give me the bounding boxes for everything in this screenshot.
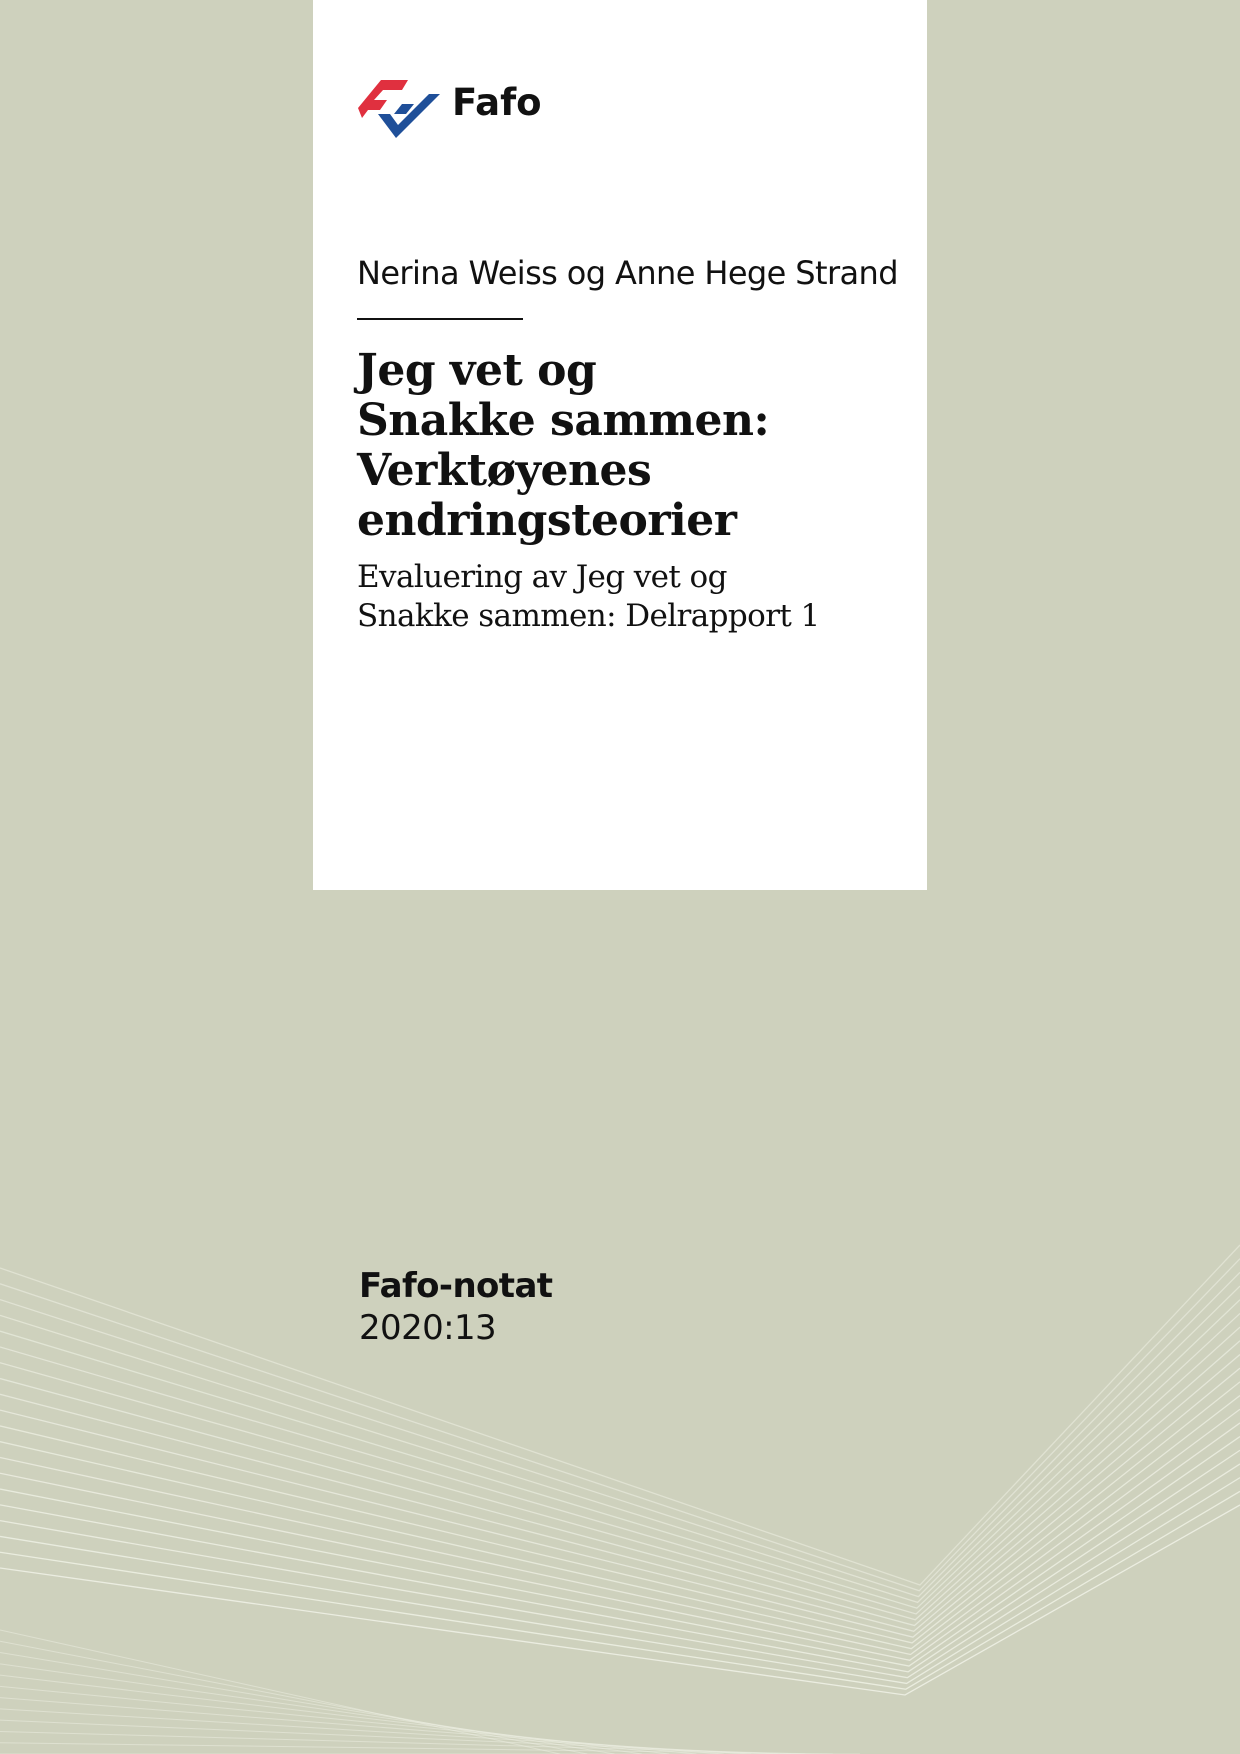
logo-wordmark: Fafo — [452, 81, 542, 124]
subtitle-line: Evaluering av Jeg vet og — [357, 559, 727, 595]
decorative-line — [0, 1409, 1240, 1654]
decorative-line — [0, 1423, 1240, 1660]
series-number: 2020:13 — [359, 1308, 497, 1348]
report-subtitle — [357, 558, 917, 636]
title-line: Snakke sammen: — [357, 395, 770, 446]
decorative-line — [0, 1313, 1240, 1614]
authors: Nerina Weiss og Anne Hege Strand — [357, 254, 898, 292]
series-info — [359, 1265, 552, 1349]
fafo-logo-mark-icon — [356, 78, 446, 140]
report-title — [357, 346, 917, 546]
decorative-line — [0, 1327, 1240, 1620]
decorative-line — [0, 1641, 587, 1754]
decorative-line — [0, 1259, 1240, 1591]
title-line: Verktøyenes — [357, 445, 652, 496]
fafo-logo — [356, 78, 556, 140]
decorative-line — [0, 1731, 805, 1754]
title-line: endringsteorier — [357, 495, 737, 546]
decorative-line — [0, 1709, 751, 1754]
subtitle-line: Snakke sammen: Delrapport 1 — [357, 598, 820, 634]
decorative-line — [0, 1505, 1240, 1695]
decorative-line — [0, 1354, 1240, 1631]
decorative-line — [0, 1437, 1240, 1666]
series-label: Fafo-notat — [359, 1266, 553, 1306]
decorative-line — [0, 1720, 778, 1754]
decorative-line — [0, 1630, 560, 1754]
title-line: Jeg vet og — [357, 345, 597, 396]
decorative-line — [0, 1743, 833, 1754]
divider — [357, 318, 523, 320]
